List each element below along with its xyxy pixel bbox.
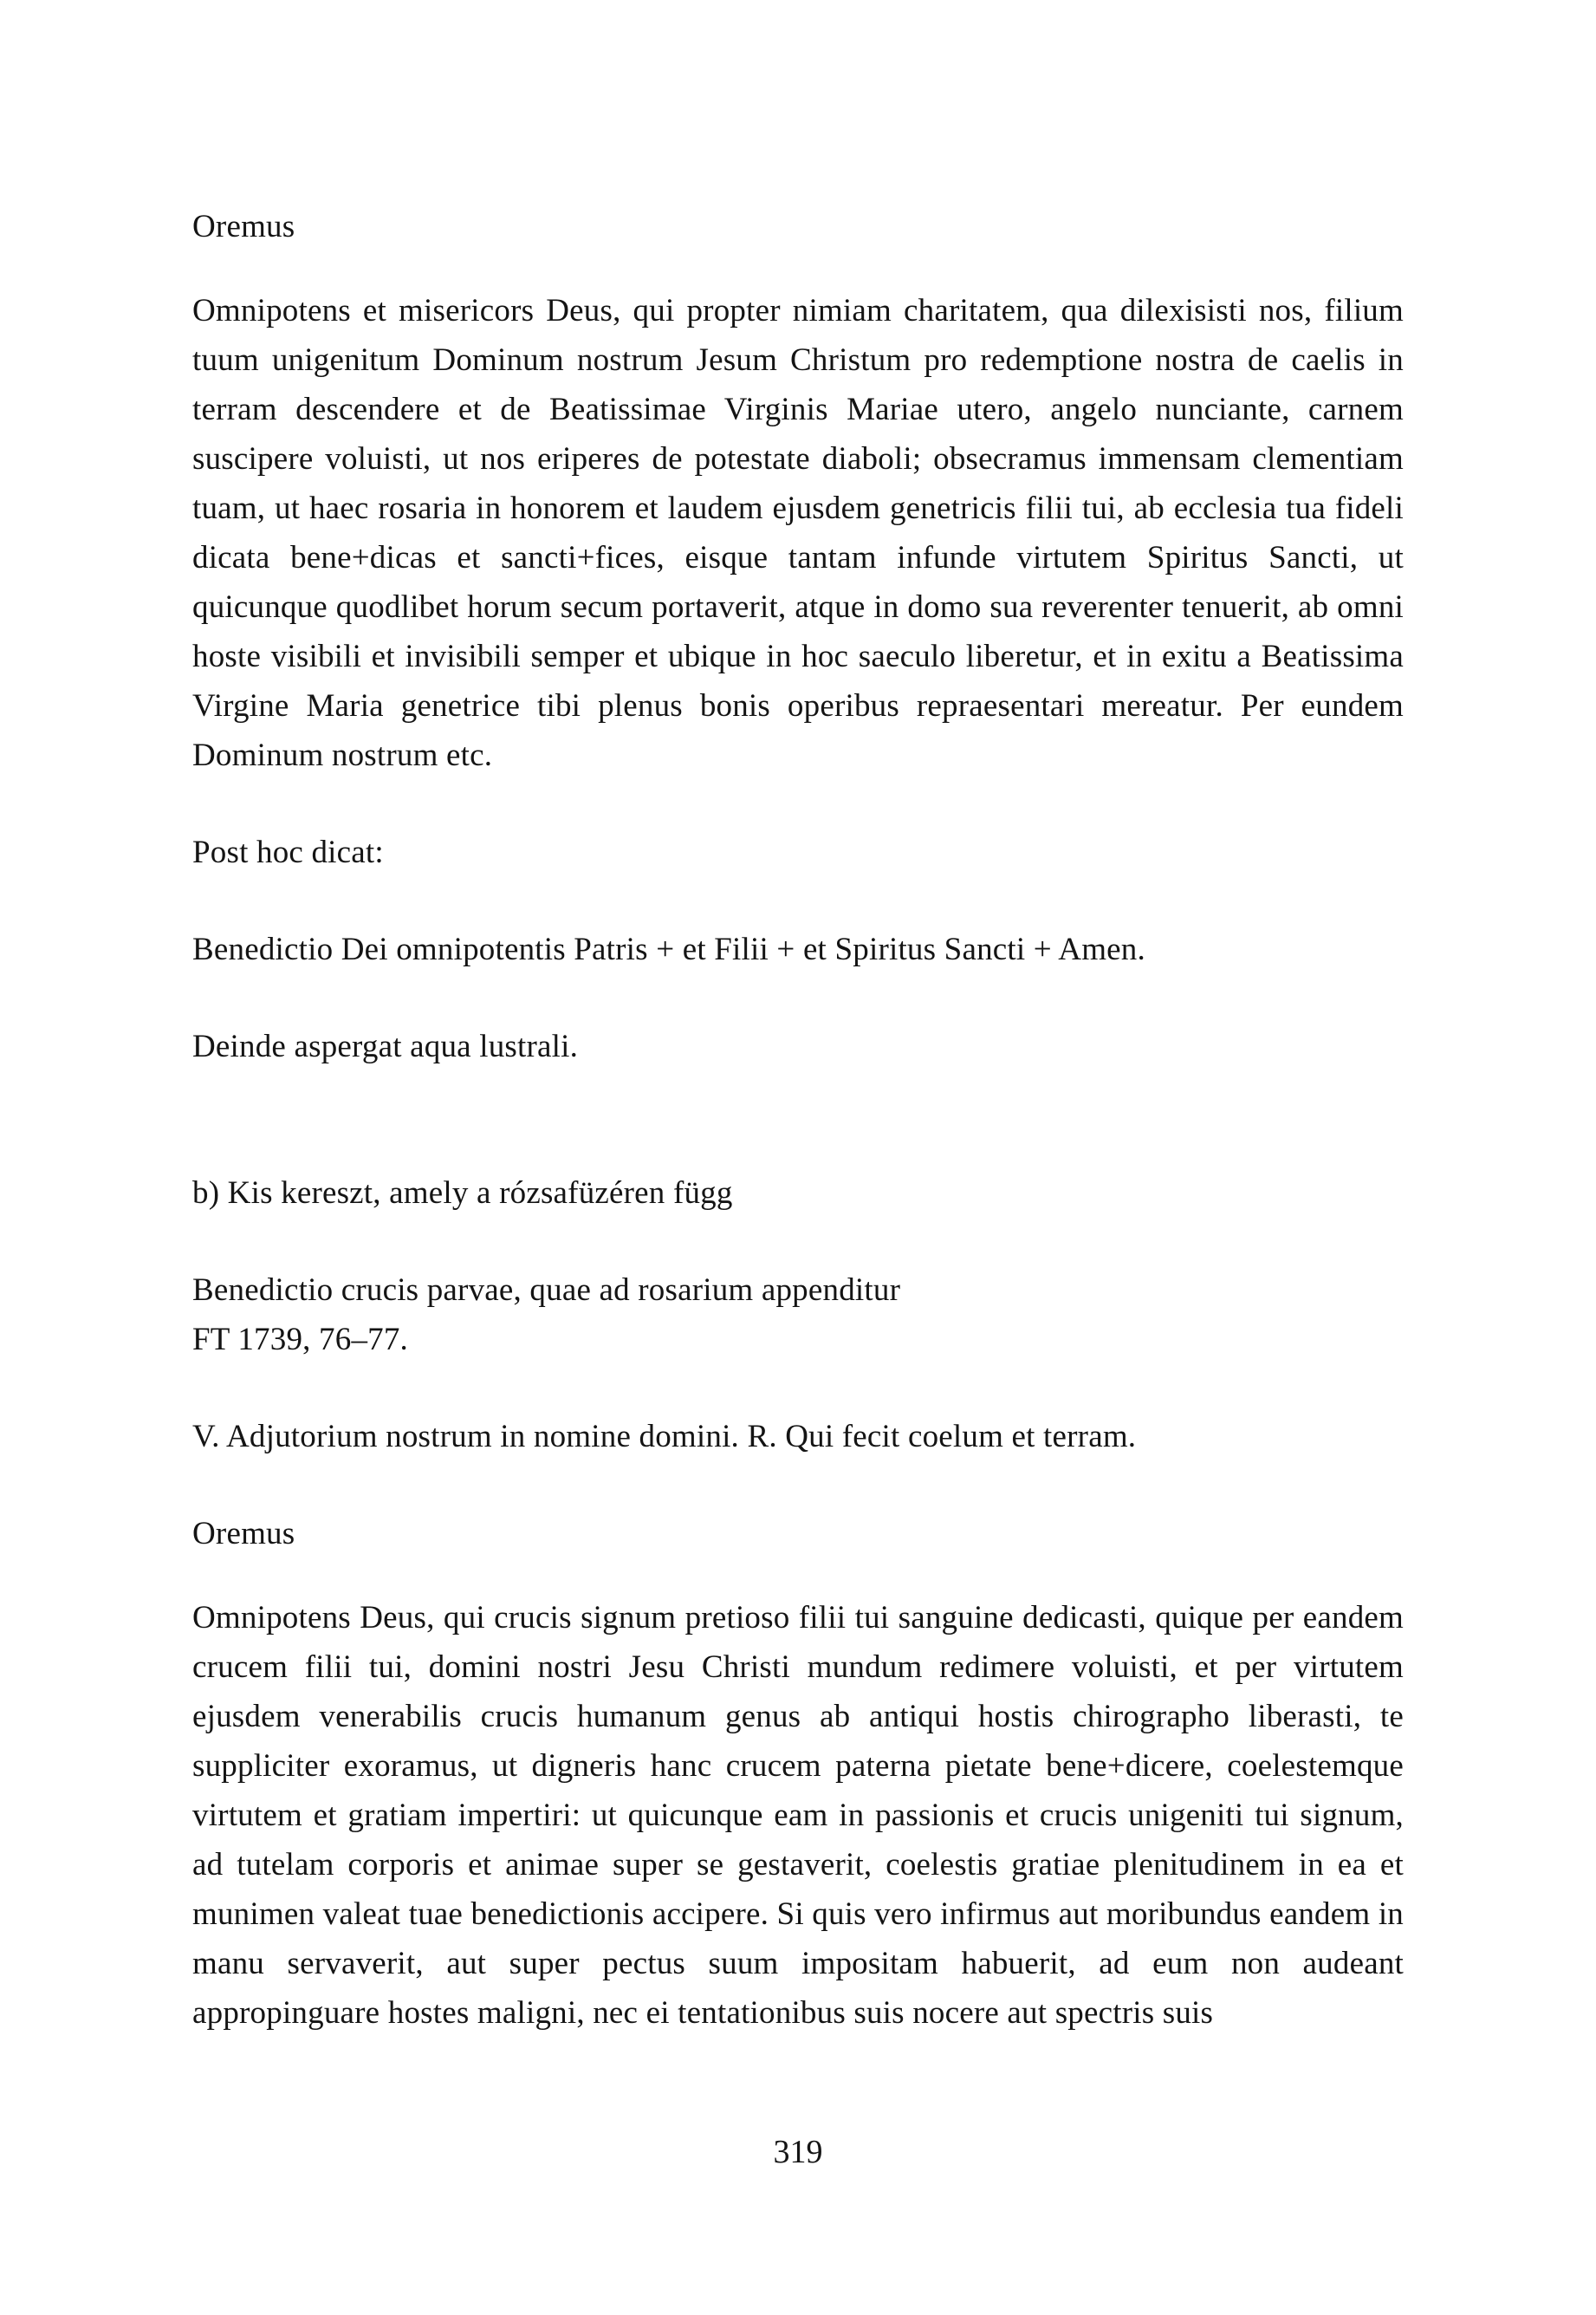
page-number: 319 bbox=[773, 2134, 823, 2170]
blessing-title-latin: Benedictio crucis parvae, quae ad rosarium appenditur bbox=[192, 1272, 901, 1308]
prayer-text-cross-blessing: Omnipotens Deus, qui crucis signum pretioso filii tui sanguine dedicasti, quique per eandem crucem filii tui, domini nostri Jesu Christi mundum redimere voluisti, et per virtutem ejusdem venerabilis crucis humanum genus ab antiqui hostis chirographo liberasti, te suppliciter exoramus, ut digneris hanc crucem paterna pietate bene+dicere, coelestemque virtutem et gratiam impertiri: ut quicunque eam in passionis et crucis unigeniti tui signum, ad tutelam corporis et animae super se gestaverit, coelestis gratiae plenitudinem in ea et munimen valeat tuae benedictionis accipere. Si quis vero infirmus aut moribundus eandem in manu servaverit, aut super pectus suum impositam habuerit, ad eum non audeant appropinguare hostes maligni, nec ei tentationibus suis nocere aut spectris suis bbox=[192, 1600, 1404, 2031]
rubric-asperges: Deinde aspergat aqua lustrali. bbox=[192, 1029, 579, 1064]
prayer-text-rosary-blessing: Omnipotens et misericors Deus, qui propter nimiam charitatem, qua dilexisisti nos, filium tuum unigenitum Dominum nostrum Jesum Christum pro redemptione nostra de caelis in terram descendere et de Beatissimae Virginis Mariae utero, angelo nunciante, carnem suscipere voluisti, ut nos eriperes de potestate diaboli; obsecramus immensam clementiam tuam, ut haec rosaria in honorem et laudem ejusdem genetricis filii tui, ab ecclesia tua fideli dicata bene+dicas et sancti+fices, eisque tantam infunde virtutem Spiritus Sancti, ut quicunque quodlibet horum secum portaverit, atque in domo sua reverenter tenuerit, ab omni hoste visibili et invisibili semper et ubique in hoc saeculo liberetur, et in exitu a Beatissima Virgine Maria genetrice tibi plenus bonis operibus repraesentari mereatur. Per eundem Dominum nostrum etc. bbox=[192, 293, 1404, 773]
oremus-heading-1: Oremus bbox=[192, 209, 295, 244]
source-reference: FT 1739, 76–77. bbox=[192, 1322, 409, 1357]
oremus-heading-2: Oremus bbox=[192, 1516, 295, 1551]
versicle-response: V. Adjutorium nostrum in nomine domini. R. Qui fecit coelum et terram. bbox=[192, 1419, 1137, 1454]
benediction-formula: Benedictio Dei omnipotentis Patris + et Filii + et Spiritus Sancti + Amen. bbox=[192, 932, 1145, 967]
rubric-post-hoc-dicat: Post hoc dicat: bbox=[192, 835, 384, 870]
subsection-title-hungarian: b) Kis kereszt, amely a rózsafüzéren függ bbox=[192, 1175, 733, 1211]
